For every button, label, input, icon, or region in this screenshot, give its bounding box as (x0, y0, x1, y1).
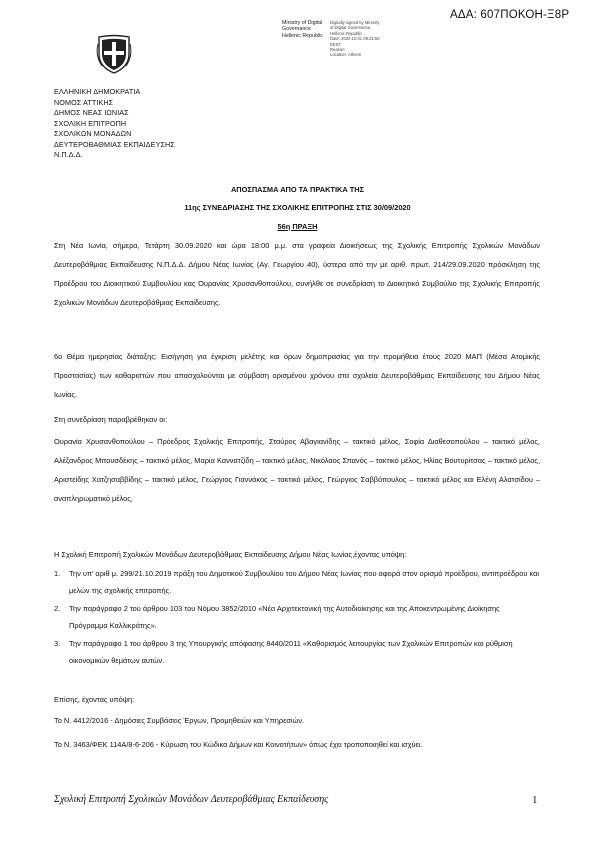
list-item-text: Την παράγραφο 2 του άρθρου 103 του Νόμου 3852/2010 «Νέα Αρχιτεκτονική της Αυτοδιοίκησης και της Αποκεντρωμένης Διοίκησης Πρόγραμμα Καλλικράτης». (69, 604, 500, 630)
signature-detail: Date: 2020.10.01 09:21:55 (330, 36, 380, 42)
signature-detail: EEST (330, 41, 341, 47)
law-reference: Το Ν. 4412/2016 - Δημόσιες Συμβάσεις Έργων, Προμηθειών και Υπηρεσιών. (54, 716, 305, 725)
act-number: 56η ΠΡΑΞΗ (277, 222, 318, 231)
org-line: ΝΟΜΟΣ ΑΤΤΙΚΗΣ (54, 97, 114, 107)
present-label: Στη συνεδρίαση παραβρέθηκαν οι: (54, 415, 167, 424)
signature-detail: Reason: (330, 47, 346, 53)
intro-paragraph: Στη Νέα Ιωνία, σήμερα, Τετάρτη 30.09.2020 και ώρα 18:00 μ.μ. στα γραφεία Διοικήσεως της Σχολικής Επιτροπής Σχολικών Μονάδων Δευτεροβάθμιας Εκπαίδευσης Ν.Π.Δ.Δ. Δήμου Νέας Ιωνίας (Αγ. Γεωργίου 40), ύστερα από την με αριθ. πρωτ. 214/29.09.2020 πρόσκληση της Προέδρου του Διοικητικού Συμβουλίου κας Ουρανίας Χρυσανθοπούλου, συνήλθε σε συνεδρίαση το Διοικητικό Συμβούλιο της Σχολικής Επιτροπής Σχολικών Μονάδων Δευτεροβάθμιας Εκπαίδευσης. (54, 241, 540, 307)
list-item-number: 1. (54, 569, 61, 578)
footer-text: Σχολική Επιτροπή Σχολικών Μονάδων Δευτεροβάθμιας Εκπαίδευσης (54, 794, 329, 805)
present-members: Ουρανία Χρυσανθοπούλου – Πρόεδρος Σχολικής Επιτροπής, Σταύρος Αβαγιανίδης – τακτικό μέλος, Σοφία Διαθεσοπούλου – τακτικό μέλος, Αλέξανδρος Μπουσδέκης – τακτικό μέλος, Μαρία Καννατζίδη – τακτικό μέλος, Νικόλαος Σπανός – τακτικό μέλος, Ηλίας Βουτυρίτσας – τακτικό μέλος, Αριστείδης Χατζησαββίδης – τακτικό μέλος, Γεώργιος Γιαννάκος – τακτικό μέλος, Γεώργιος Σαββόπουλος – τακτικό μέλος και Ελένη Αλατσίδου – αναπληρωματικό μέλος, (54, 437, 540, 503)
signature-detail: Digitally signed by Ministry (330, 20, 380, 25)
greek-emblem-icon (96, 34, 132, 74)
considering-paragraph: Η Σχολική Επιτροπή Σχολικών Μονάδων Δευτεροβάθμιας Εκπαίδευσης Δήμου Νέας Ιωνίας,έχοντας υπόψη: (54, 550, 407, 559)
list-item (54, 635, 540, 669)
org-line: ΔΗΜΟΣ ΝΕΑΣ ΙΩΝΙΑΣ (54, 108, 129, 117)
list-item-number: 2. (54, 604, 61, 613)
signature-detail: Location: Athens (330, 52, 361, 58)
considerations-list (54, 565, 540, 670)
signature-detail: of Digital Governance, (330, 25, 372, 31)
signature-detail: Hellenic Republic (330, 30, 363, 36)
session-title: 11ης ΣΥΝΕΔΡΙΑΣΗΣ ΤΗΣ ΣΧΟΛΙΚΗΣ ΕΠΙΤΡΟΠΗΣ ΣΤΙΣ 30/09/2020 (184, 203, 411, 212)
law-reference: Το Ν. 3463/ΦΕΚ 114Α/8-6-206 - Κύρωση του Κώδικα Δήμων και Κοινοτήτων» όπως έχει τροποποιηθεί και ισχύει. (54, 740, 423, 749)
list-item (54, 565, 540, 599)
org-line: Ν.Π.Δ.Δ. (54, 150, 83, 159)
organization-header (54, 87, 175, 161)
page-number: 1 (532, 794, 538, 806)
list-item-text: Την παράγραφο 1 του άρθρου 3 της Υπουργικής απόφασης 8440/2011 «Καθορισμός λειτουργίας των Σχολικών Επιτροπών και ρύθμιση οικονομικών θεμάτων αυτών. (69, 639, 513, 665)
signature-line: Governance (282, 26, 311, 33)
org-line: ΕΛΛΗΝΙΚΗ ΔΗΜΟΚΡΑΤΙΑ (54, 87, 141, 96)
org-line: ΣΧΟΛΙΚΩΝ ΜΟΝΑΔΩΝ (54, 129, 132, 138)
list-item-text: Την υπ' αριθ μ. 299/21.10.2019 πράξη του Δημοτικού Συμβουλίου του Δήμου Νέας Ιωνίας που αφορά στον ορισμό προέδρου, αντιπροέδρου και μελών της σχολικής επιτροπής. (69, 569, 540, 595)
also-label: Επίσης, έχοντας υπόψη: (54, 695, 135, 704)
org-line: ΔΕΥΤΕΡΟΒΑΘΜΙΑΣ ΕΚΠΑΙΔΕΥΣΗΣ (54, 139, 175, 149)
ada-code: ΑΔΑ: 607ΠΟΚΟΗ-Ξ8Ρ (450, 9, 570, 21)
subject-paragraph: 6ο Θέμα ημερησίας διάταξης: Εισήγηση για έγκριση μελέτης και όρων δημοπρασίας για την προμήθεια έτους 2020 ΜΑΠ (Μέσα Ατομικής Προστασίας) των καθαριστών που απασχολούνται με σύμβαση ορισμένου χρόνου στα σχολεία Δευτεροβάθμιας Εκπαίδευσης του Δήμου Νέας Ιωνίας. (54, 352, 540, 399)
signature-block (282, 20, 323, 39)
signature-details (330, 20, 380, 58)
signature-line: Ministry of Digital (282, 20, 323, 26)
org-line: ΣΧΟΛΙΚΗ ΕΠΙΤΡΟΠΗ (54, 118, 127, 128)
signature-line: Hellenic Republic (282, 32, 323, 39)
list-item-number: 3. (54, 639, 61, 648)
document-title: ΑΠΟΣΠΑΣΜΑ ΑΠΟ ΤΑ ΠΡΑΚΤΙΚΑ ΤΗΣ (230, 185, 365, 194)
list-item (54, 600, 540, 634)
